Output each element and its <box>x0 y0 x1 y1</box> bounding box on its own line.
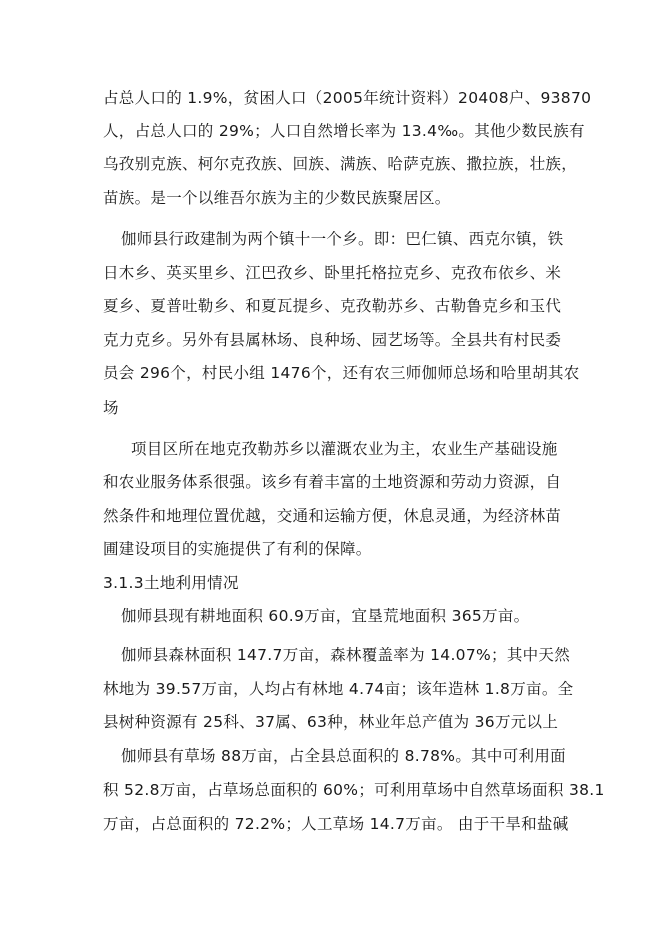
text-line: 人，占总人口的 29%；人口自然增长率为 13.4‰。其他少数民族有 <box>103 122 585 140</box>
text-line: 然条件和地理位置优越，交通和运输方便，休息灵通，为经济林苗 <box>103 507 562 525</box>
text-line: 占总人口的 1.9%，贫困人口（2005年统计资料）20408户、93870 <box>103 89 592 107</box>
text-line: 场 <box>103 399 119 417</box>
text-line: 圃建设项目的实施提供了有利的保障。 <box>103 540 372 558</box>
text-line: 苗族。是一个以维吾尔族为主的少数民族聚居区。 <box>103 189 451 207</box>
text-line: 伽师县行政建制为两个镇十一个乡。即：巴仁镇、西克尔镇，铁 <box>121 230 564 248</box>
section-heading: 3.1.3土地利用情况 <box>103 574 239 592</box>
text-line: 乌孜别克族、柯尔克孜族、回族、满族、哈萨克族、撒拉族，壮族， <box>103 155 578 173</box>
text-line: 县树种资源有 25科、37属、63种，林业年总产值为 36万元以上 <box>103 713 559 731</box>
text-line: 夏乡、夏普吐勒乡、和夏瓦提乡、克孜勒苏乡、古勒鲁克乡和玉代 <box>103 297 562 315</box>
text-line: 日木乡、英买里乡、江巴孜乡、卧里托格拉克乡、克孜布依乡、米 <box>103 264 562 282</box>
text-line: 和农业服务体系很强。该乡有着丰富的土地资源和劳动力资源，自 <box>103 473 562 491</box>
text-line: 林地为 39.57万亩，人均占有林地 4.74亩；该年造林 1.8万亩。全 <box>103 680 574 698</box>
text-line: 伽师县森林面积 147.7万亩，森林覆盖率为 14.07%；其中天然 <box>121 646 571 664</box>
text-line: 伽师县现有耕地面积 60.9万亩，宜垦荒地面积 365万亩。 <box>121 607 530 625</box>
text-line: 克力克乡。另外有县属林场、良种场、园艺场等。全县共有村民委 <box>103 331 562 349</box>
text-line: 万亩，占总面积的 72.2%；人工草场 14.7万亩。 由于干旱和盐碱 <box>103 815 569 833</box>
text-line: 伽师县有草场 88万亩，占全县总面积的 8.78%。其中可利用面 <box>121 747 566 765</box>
text-line: 员会 296个，村民小组 1476个，还有农三师伽师总场和哈里胡其农 <box>103 364 580 382</box>
text-line: 积 52.8万亩，占草场总面积的 60%；可利用草场中自然草场面积 38.1 <box>103 781 605 799</box>
text-line: 项目区所在地克孜勒苏乡以灌溉农业为主，农业生产基础设施 <box>131 440 558 458</box>
